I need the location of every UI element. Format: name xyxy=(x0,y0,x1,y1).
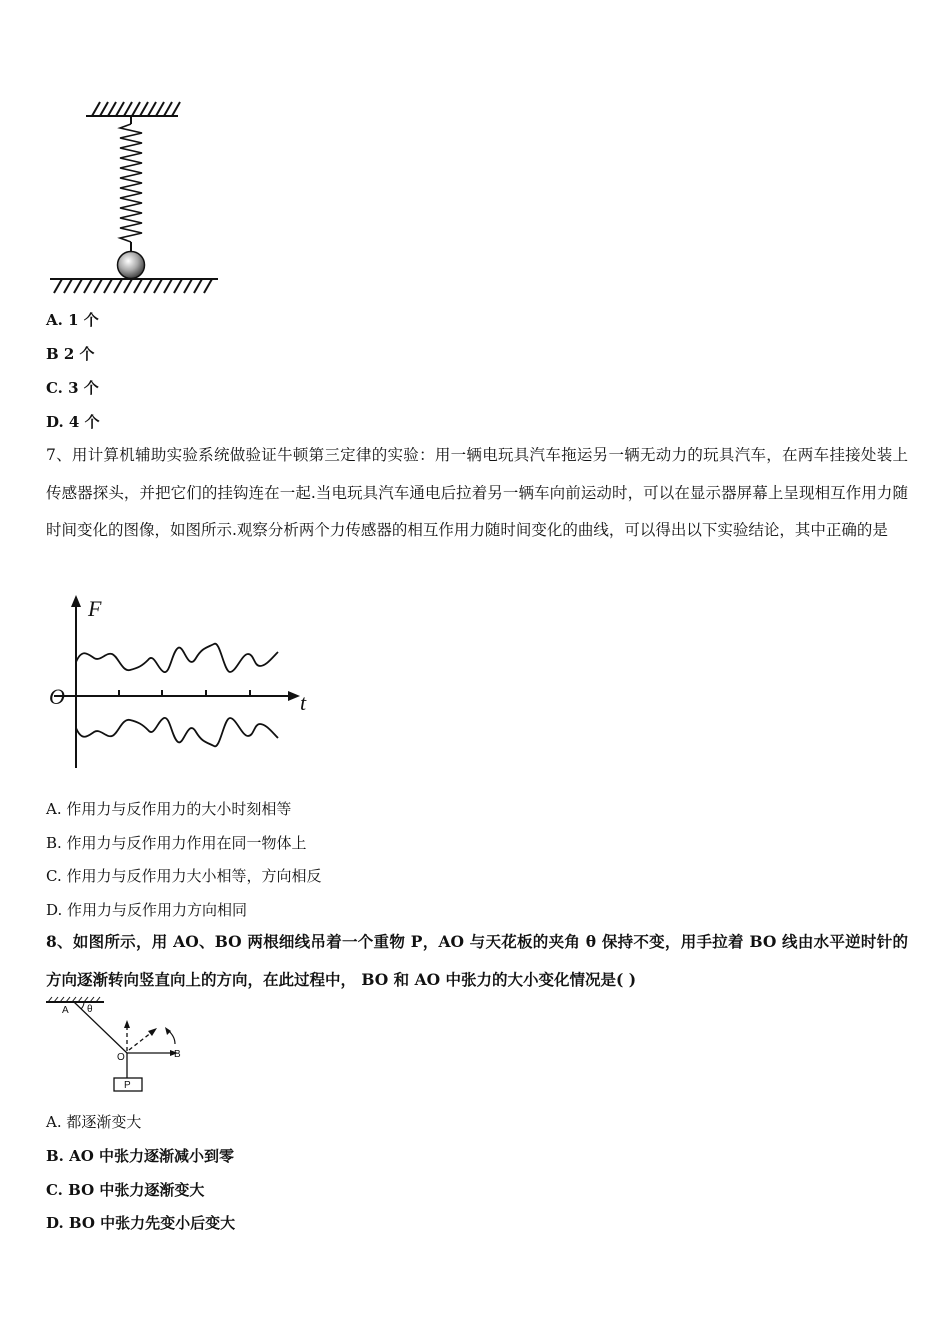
q6-option-d: D. 4 个 xyxy=(46,413,100,431)
q8-option-b: B. AO 中张力逐渐减小到零 xyxy=(46,1147,235,1165)
label-b: B xyxy=(174,1049,181,1060)
lower-force-curve xyxy=(76,718,278,746)
suspended-weight-figure xyxy=(44,996,194,1096)
graph-origin-label: O xyxy=(49,684,65,709)
q8-option-d: D. BO 中张力先变小后变大 xyxy=(46,1214,236,1232)
spring-coil xyxy=(120,124,142,242)
graph-x-label: t xyxy=(300,690,307,715)
q7-stem: 7、用计算机辅助实验系统做验证牛顿第三定律的实验：用一辆电玩具汽车拖运另一辆无动力的玩具汽车，在两车挂接处装上传感器探头，并把它们的挂钩连在一起.当电玩具汽车通电后拉着另一辆车向前运动时，可以在显示器屏幕上呈现相互作用力随时间变化的图像，如图所示.观察分析两个力传感器的相互作用力随时间变化的曲线，可以得出以下实验结论，其中正确的是 xyxy=(46,446,908,539)
label-theta: θ xyxy=(87,1004,93,1015)
label-a: A xyxy=(62,1005,69,1016)
upper-force-curve xyxy=(76,644,278,672)
graph-y-label: F xyxy=(88,596,102,621)
q6-option-b: B 2 个 xyxy=(46,345,95,363)
diagonal-dashed xyxy=(129,1032,152,1050)
q8-option-c: C. BO 中张力逐渐变大 xyxy=(46,1181,205,1199)
q6-option-a: A. 1 个 xyxy=(46,311,99,329)
q8-stem: 8、如图所示，用 AO、BO 两根细线吊着一个重物 P，AO 与天花板的夹角 θ 保持不变，用手拉着 BO 线由水平逆时针的方向逐渐转向竖直向上的方向，在此过程中， BO 和 AO 中张力的大小变化情况是( ) xyxy=(46,932,908,989)
q7-option-a: A. 作用力与反作用力的大小时刻相等 xyxy=(46,800,292,818)
label-p: P xyxy=(124,1080,131,1091)
q6-option-c: C. 3 个 xyxy=(46,379,99,397)
q7-option-b: B. 作用力与反作用力作用在同一物体上 xyxy=(46,834,307,852)
ao-string xyxy=(74,1002,127,1053)
floor-hatch xyxy=(54,279,212,293)
spring-ball-figure xyxy=(40,96,230,296)
ball xyxy=(118,252,145,279)
label-o: O xyxy=(117,1052,125,1063)
q8-option-a: A. 都逐渐变大 xyxy=(46,1113,142,1131)
force-time-graph xyxy=(44,592,324,774)
q7-option-c: C. 作用力与反作用力大小相等，方向相反 xyxy=(46,867,322,885)
q7-option-d: D. 作用力与反作用力方向相同 xyxy=(46,901,248,919)
ceiling-hatch xyxy=(92,102,180,116)
